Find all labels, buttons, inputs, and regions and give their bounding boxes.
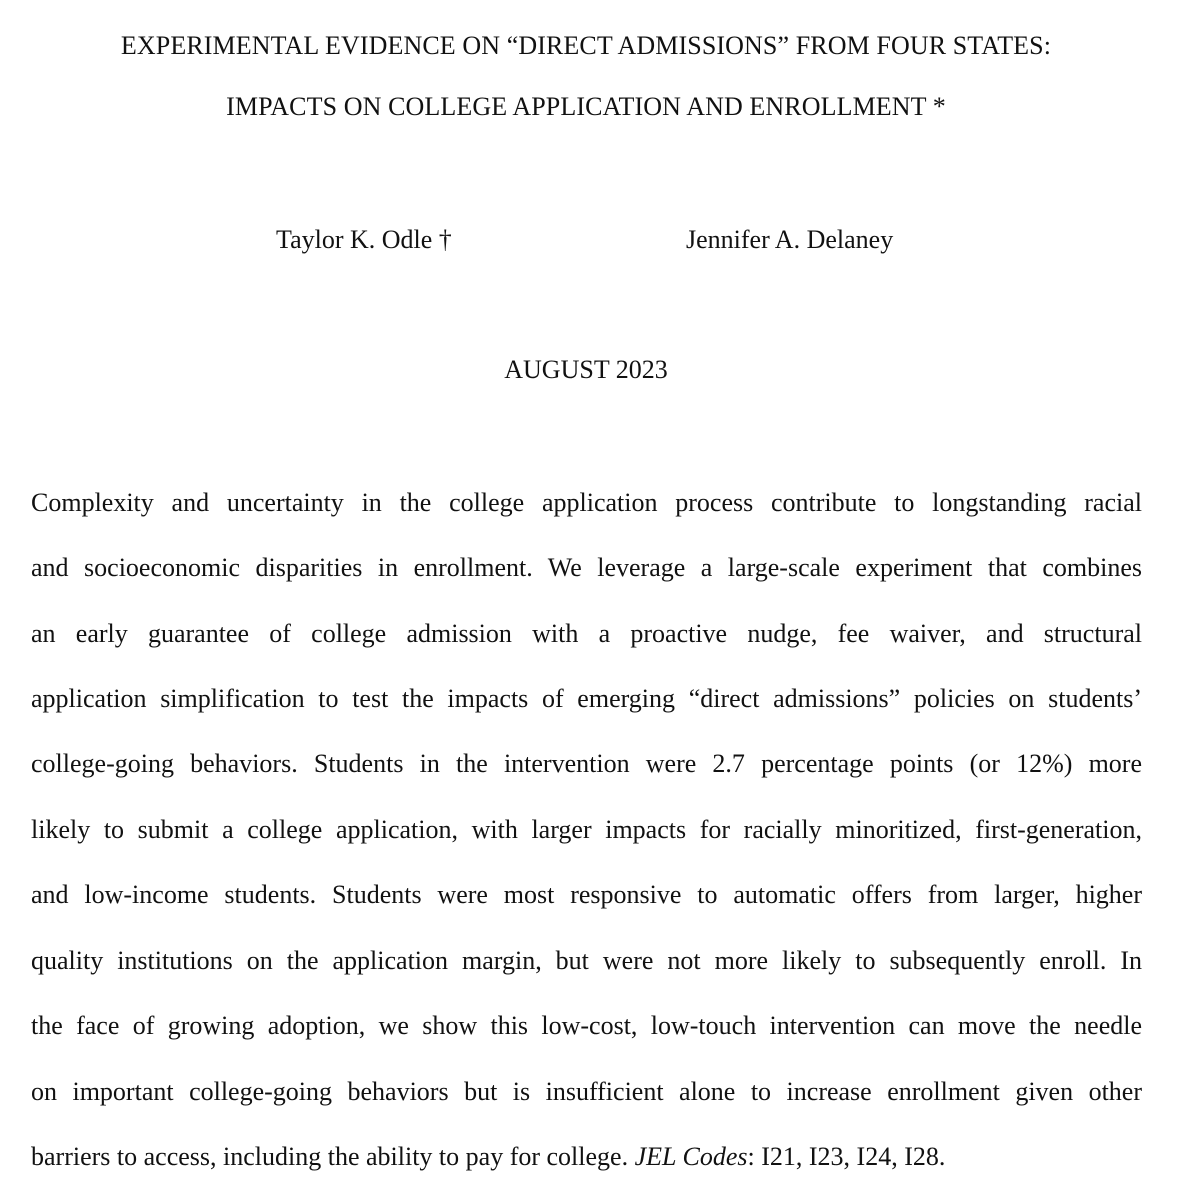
abstract-last-line: [31, 1142, 1142, 1172]
abstract-line: college-going behaviors. Students in the intervention were 2.7 percentage points (or 12%) more: [31, 749, 1142, 778]
paper-title-line-2: IMPACTS ON COLLEGE APPLICATION AND ENROLLMENT *: [226, 92, 946, 121]
jel-codes-values: : I21, I23, I24, I28.: [747, 1142, 946, 1171]
abstract-line: application simplification to test the impacts of emerging “direct admissions” policies on students’: [31, 684, 1142, 713]
publication-date: AUGUST 2023: [504, 355, 668, 384]
abstract-line: Complexity and uncertainty in the college application process contribute to longstanding racial: [31, 488, 1142, 517]
abstract-line: on important college-going behaviors but is insufficient alone to increase enrollment given other: [31, 1077, 1142, 1106]
abstract-line: the face of growing adoption, we show this low-cost, low-touch intervention can move the needle: [31, 1011, 1142, 1040]
abstract-line: likely to submit a college application, with larger impacts for racially minoritized, first-generation,: [31, 815, 1142, 844]
abstract-line: and socioeconomic disparities in enrollment. We leverage a large-scale experiment that combines: [31, 553, 1142, 582]
author-name-delaney: Jennifer A. Delaney: [686, 225, 894, 254]
abstract-line: an early guarantee of college admission with a proactive nudge, fee waiver, and structural: [31, 619, 1142, 648]
author-name-odle: Taylor K. Odle †: [276, 225, 452, 254]
abstract-line: and low-income students. Students were most responsive to automatic offers from larger, higher: [31, 880, 1142, 909]
jel-codes-label: JEL Codes: [634, 1142, 748, 1171]
paper-title-line-1: EXPERIMENTAL EVIDENCE ON “DIRECT ADMISSIONS” FROM FOUR STATES:: [120, 31, 1052, 60]
abstract-last-line-text: barriers to access, including the ability to pay for college.: [31, 1142, 629, 1171]
abstract-line: quality institutions on the application margin, but were not more likely to subsequently enroll. In: [31, 946, 1142, 975]
